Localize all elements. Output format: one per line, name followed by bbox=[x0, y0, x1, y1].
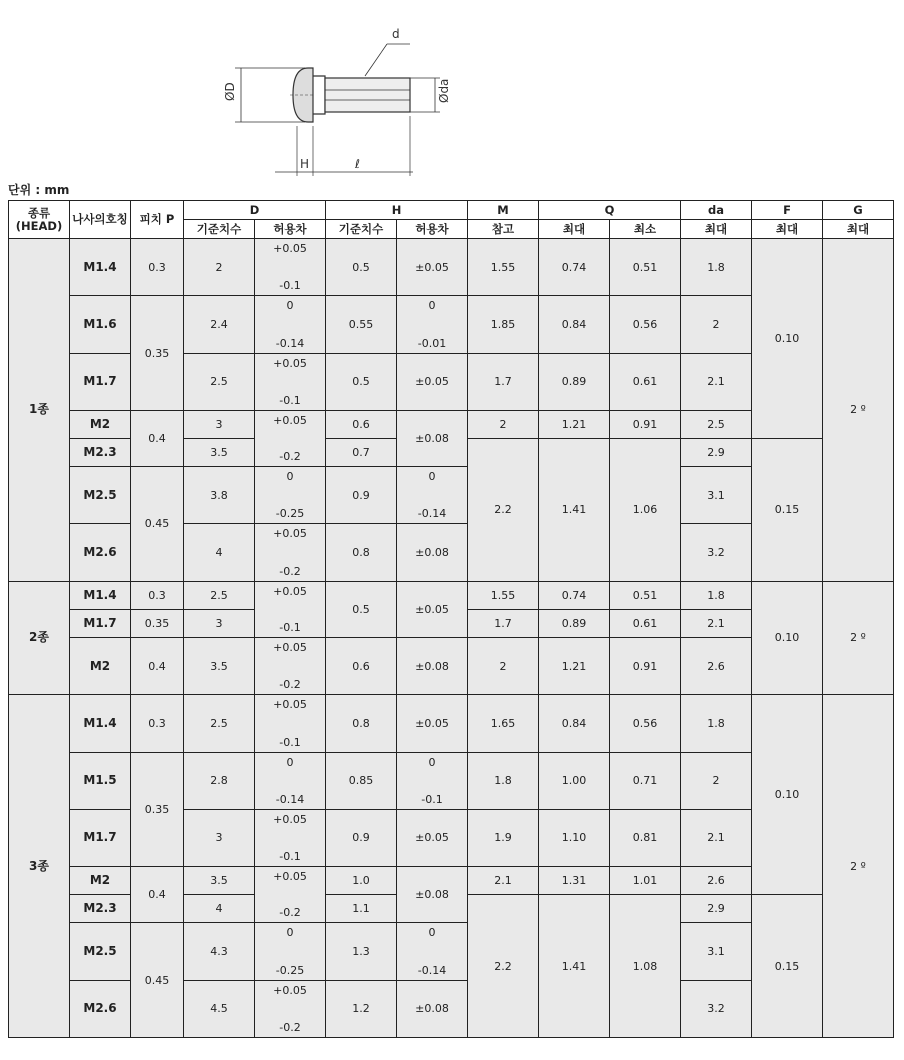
thread-cell: M1.6 bbox=[70, 296, 131, 353]
h-tol-cell: ±0.08 bbox=[397, 980, 468, 1037]
q-max-cell: 0.89 bbox=[539, 609, 610, 637]
tol-upper: +0.05 bbox=[273, 870, 307, 884]
da-cell: 3.2 bbox=[681, 980, 752, 1037]
tol-lower: -0.14 bbox=[275, 336, 305, 350]
f-cell: 0.15 bbox=[752, 895, 823, 1038]
h-tol-cell bbox=[397, 923, 468, 980]
h-tol-cell: ±0.05 bbox=[397, 695, 468, 752]
tol-upper: 0 bbox=[286, 470, 294, 484]
q-min-cell: 0.51 bbox=[610, 239, 681, 296]
table-row bbox=[9, 239, 894, 296]
m-cell: 1.85 bbox=[468, 296, 539, 353]
tol-lower: -0.25 bbox=[275, 507, 305, 521]
q-max-cell: 1.21 bbox=[539, 637, 610, 694]
pitch-cell: 0.3 bbox=[131, 239, 184, 296]
tol-upper: +0.05 bbox=[273, 983, 307, 997]
tol-upper: +0.05 bbox=[273, 812, 307, 826]
tol-lower: -0.25 bbox=[275, 963, 305, 977]
q-max-cell: 1.41 bbox=[539, 895, 610, 1038]
d-tol-cell bbox=[255, 637, 326, 694]
tol-upper: 0 bbox=[428, 470, 436, 484]
h-tol-cell bbox=[397, 752, 468, 809]
h-tol-cell: ±0.08 bbox=[397, 637, 468, 694]
h-basic-cell: 0.6 bbox=[326, 637, 397, 694]
h-tol-cell: ±0.08 bbox=[397, 410, 468, 466]
tol-upper: +0.05 bbox=[273, 698, 307, 712]
thread-cell: M2 bbox=[70, 867, 131, 895]
table-row bbox=[9, 695, 894, 752]
tol-lower: -0.1 bbox=[279, 620, 301, 634]
q-max-cell: 1.00 bbox=[539, 752, 610, 809]
q-min-cell: 0.56 bbox=[610, 695, 681, 752]
header-F-max: 최대 bbox=[752, 220, 823, 239]
rivet-drawing bbox=[205, 18, 465, 186]
d-tol-cell bbox=[255, 695, 326, 752]
drawing-label-d: d bbox=[392, 27, 400, 41]
header-H: H bbox=[326, 201, 468, 220]
q-min-cell: 0.51 bbox=[610, 581, 681, 609]
da-cell: 3.1 bbox=[681, 923, 752, 980]
header-M-ref: 참고 bbox=[468, 220, 539, 239]
q-min-cell: 0.56 bbox=[610, 296, 681, 353]
f-cell: 0.10 bbox=[752, 581, 823, 695]
m-cell: 1.7 bbox=[468, 609, 539, 637]
h-basic-cell: 1.1 bbox=[326, 895, 397, 923]
d-tol-cell bbox=[255, 923, 326, 980]
da-cell: 2.1 bbox=[681, 809, 752, 866]
d-basic-cell: 3 bbox=[184, 609, 255, 637]
h-basic-cell: 0.5 bbox=[326, 239, 397, 296]
tol-upper: 0 bbox=[286, 926, 294, 940]
q-min-cell: 0.81 bbox=[610, 809, 681, 866]
g-cell: 2 º bbox=[823, 581, 894, 695]
h-basic-cell: 0.8 bbox=[326, 524, 397, 581]
header-da: da bbox=[681, 201, 752, 220]
d-basic-cell: 2 bbox=[184, 239, 255, 296]
pitch-cell: 0.35 bbox=[131, 609, 184, 637]
q-max-cell: 1.31 bbox=[539, 867, 610, 895]
da-cell: 3.1 bbox=[681, 467, 752, 524]
g-cell: 2 º bbox=[823, 239, 894, 582]
q-min-cell: 0.61 bbox=[610, 609, 681, 637]
d-tol-cell bbox=[255, 752, 326, 809]
tol-upper: +0.05 bbox=[273, 584, 307, 598]
header-Q-max: 최대 bbox=[539, 220, 610, 239]
h-basic-cell: 0.9 bbox=[326, 809, 397, 866]
da-cell: 2.6 bbox=[681, 867, 752, 895]
tol-lower: -0.1 bbox=[279, 279, 301, 293]
q-min-cell: 0.91 bbox=[610, 637, 681, 694]
header-F: F bbox=[752, 201, 823, 220]
q-max-cell: 1.21 bbox=[539, 410, 610, 438]
m-cell: 2.2 bbox=[468, 438, 539, 581]
d-tol-cell bbox=[255, 980, 326, 1037]
h-basic-cell: 0.55 bbox=[326, 296, 397, 353]
da-cell: 2 bbox=[681, 296, 752, 353]
h-tol-cell: ±0.05 bbox=[397, 581, 468, 637]
thread-cell: M2 bbox=[70, 410, 131, 438]
pitch-cell: 0.4 bbox=[131, 867, 184, 923]
m-cell: 1.8 bbox=[468, 752, 539, 809]
da-cell: 2 bbox=[681, 752, 752, 809]
thread-cell: M1.7 bbox=[70, 609, 131, 637]
tol-lower: -0.14 bbox=[275, 792, 305, 806]
h-tol-cell bbox=[397, 296, 468, 353]
spec-table bbox=[8, 200, 894, 1038]
q-min-cell: 0.61 bbox=[610, 353, 681, 410]
h-basic-cell: 0.5 bbox=[326, 353, 397, 410]
thread-cell: M2.5 bbox=[70, 923, 131, 980]
header-pitch: 피치 P bbox=[131, 201, 184, 239]
q-min-cell: 1.01 bbox=[610, 867, 681, 895]
pitch-cell: 0.4 bbox=[131, 637, 184, 694]
d-tol-cell bbox=[255, 809, 326, 866]
da-cell: 1.8 bbox=[681, 695, 752, 752]
d-basic-cell: 3.5 bbox=[184, 867, 255, 895]
thread-cell: M2.3 bbox=[70, 895, 131, 923]
tol-upper: 0 bbox=[428, 755, 436, 769]
da-cell: 3.2 bbox=[681, 524, 752, 581]
d-basic-cell: 2.4 bbox=[184, 296, 255, 353]
h-basic-cell: 0.85 bbox=[326, 752, 397, 809]
h-tol-cell: ±0.08 bbox=[397, 524, 468, 581]
thread-cell: M2.6 bbox=[70, 980, 131, 1037]
d-tol-cell bbox=[255, 410, 326, 466]
h-tol-cell: ±0.05 bbox=[397, 239, 468, 296]
m-cell: 2 bbox=[468, 410, 539, 438]
pitch-cell: 0.4 bbox=[131, 410, 184, 466]
tol-lower: -0.01 bbox=[417, 336, 447, 350]
tol-upper: 0 bbox=[286, 755, 294, 769]
header-thread: 나사의호칭 bbox=[70, 201, 131, 239]
d-tol-cell bbox=[255, 239, 326, 296]
d-basic-cell: 4.5 bbox=[184, 980, 255, 1037]
tol-lower: -0.2 bbox=[279, 906, 301, 920]
d-basic-cell: 4 bbox=[184, 524, 255, 581]
tol-upper: +0.05 bbox=[273, 640, 307, 654]
da-cell: 2.1 bbox=[681, 353, 752, 410]
d-basic-cell: 4 bbox=[184, 895, 255, 923]
tol-lower: -0.2 bbox=[279, 450, 301, 464]
thread-cell: M2.5 bbox=[70, 467, 131, 524]
d-basic-cell: 3 bbox=[184, 809, 255, 866]
header-Q-min: 최소 bbox=[610, 220, 681, 239]
tol-upper: +0.05 bbox=[273, 242, 307, 255]
tol-upper: +0.05 bbox=[273, 356, 307, 370]
h-basic-cell: 0.9 bbox=[326, 467, 397, 524]
q-max-cell: 0.74 bbox=[539, 239, 610, 296]
h-basic-cell: 1.3 bbox=[326, 923, 397, 980]
m-cell: 2.2 bbox=[468, 895, 539, 1038]
tol-lower: -0.1 bbox=[279, 850, 301, 864]
h-basic-cell: 0.8 bbox=[326, 695, 397, 752]
h-basic-cell: 0.6 bbox=[326, 410, 397, 438]
thread-cell: M1.5 bbox=[70, 752, 131, 809]
type-cell: 1종 bbox=[9, 239, 70, 582]
h-tol-cell: ±0.05 bbox=[397, 809, 468, 866]
thread-cell: M1.4 bbox=[70, 695, 131, 752]
d-tol-cell bbox=[255, 296, 326, 353]
q-max-cell: 0.74 bbox=[539, 581, 610, 609]
header-H-tol: 허용차 bbox=[397, 220, 468, 239]
da-cell: 2.1 bbox=[681, 609, 752, 637]
header-M: M bbox=[468, 201, 539, 220]
tol-upper: +0.05 bbox=[273, 413, 307, 427]
tol-lower: -0.14 bbox=[417, 963, 447, 977]
q-max-cell: 1.10 bbox=[539, 809, 610, 866]
d-basic-cell: 3.5 bbox=[184, 438, 255, 466]
header-D-basic: 기준치수 bbox=[184, 220, 255, 239]
tol-lower: -0.2 bbox=[279, 1021, 301, 1034]
d-basic-cell: 2.8 bbox=[184, 752, 255, 809]
da-cell: 2.5 bbox=[681, 410, 752, 438]
pitch-cell: 0.3 bbox=[131, 581, 184, 609]
pitch-cell: 0.45 bbox=[131, 923, 184, 1038]
q-min-cell: 0.91 bbox=[610, 410, 681, 438]
type-cell: 2종 bbox=[9, 581, 70, 695]
drawing-label-H: H bbox=[300, 157, 310, 171]
da-cell: 1.8 bbox=[681, 239, 752, 296]
header-G-max: 최대 bbox=[823, 220, 894, 239]
tol-lower: -0.1 bbox=[421, 792, 443, 806]
header-G: G bbox=[823, 201, 894, 220]
header-da-max: 최대 bbox=[681, 220, 752, 239]
tol-lower: -0.1 bbox=[279, 735, 301, 749]
tol-upper: 0 bbox=[428, 926, 436, 940]
q-max-cell: 0.84 bbox=[539, 695, 610, 752]
d-basic-cell: 2.5 bbox=[184, 695, 255, 752]
h-basic-cell: 1.2 bbox=[326, 980, 397, 1037]
pitch-cell: 0.45 bbox=[131, 467, 184, 582]
m-cell: 2 bbox=[468, 637, 539, 694]
thread-cell: M1.4 bbox=[70, 581, 131, 609]
d-basic-cell: 3.5 bbox=[184, 637, 255, 694]
m-cell: 1.65 bbox=[468, 695, 539, 752]
q-max-cell: 1.41 bbox=[539, 438, 610, 581]
thread-cell: M2 bbox=[70, 637, 131, 694]
m-cell: 1.9 bbox=[468, 809, 539, 866]
g-cell: 2 º bbox=[823, 695, 894, 1038]
d-basic-cell: 3.8 bbox=[184, 467, 255, 524]
d-basic-cell: 2.5 bbox=[184, 353, 255, 410]
f-cell: 0.10 bbox=[752, 695, 823, 895]
f-cell: 0.15 bbox=[752, 438, 823, 581]
d-basic-cell: 2.5 bbox=[184, 581, 255, 609]
tol-lower: -0.1 bbox=[279, 393, 301, 407]
q-min-cell: 0.71 bbox=[610, 752, 681, 809]
q-max-cell: 0.84 bbox=[539, 296, 610, 353]
d-tol-cell bbox=[255, 524, 326, 581]
header-D: D bbox=[184, 201, 326, 220]
thread-cell: M1.7 bbox=[70, 353, 131, 410]
d-tol-cell bbox=[255, 467, 326, 524]
tol-upper: 0 bbox=[286, 299, 294, 313]
da-cell: 2.6 bbox=[681, 637, 752, 694]
d-tol-cell bbox=[255, 581, 326, 637]
h-basic-cell: 0.5 bbox=[326, 581, 397, 637]
m-cell: 2.1 bbox=[468, 867, 539, 895]
unit-label: 단위 : mm bbox=[8, 183, 70, 197]
tol-upper: +0.05 bbox=[273, 527, 307, 541]
d-basic-cell: 3 bbox=[184, 410, 255, 438]
drawing-label-da: Øda bbox=[437, 78, 451, 103]
da-cell: 2.9 bbox=[681, 438, 752, 466]
h-basic-cell: 1.0 bbox=[326, 867, 397, 895]
pitch-cell: 0.35 bbox=[131, 296, 184, 411]
header-type: 종류 (HEAD) bbox=[9, 201, 70, 239]
pitch-cell: 0.3 bbox=[131, 695, 184, 752]
da-cell: 2.9 bbox=[681, 895, 752, 923]
thread-cell: M1.7 bbox=[70, 809, 131, 866]
tol-upper: 0 bbox=[428, 299, 436, 313]
header-H-basic: 기준치수 bbox=[326, 220, 397, 239]
pitch-cell: 0.35 bbox=[131, 752, 184, 867]
thread-cell: M2.6 bbox=[70, 524, 131, 581]
h-tol-cell: ±0.05 bbox=[397, 353, 468, 410]
table-row bbox=[9, 581, 894, 609]
m-cell: 1.7 bbox=[468, 353, 539, 410]
tol-lower: -0.2 bbox=[279, 678, 301, 692]
q-max-cell: 0.89 bbox=[539, 353, 610, 410]
f-cell: 0.10 bbox=[752, 239, 823, 439]
q-min-cell: 1.08 bbox=[610, 895, 681, 1038]
h-tol-cell: ±0.08 bbox=[397, 867, 468, 923]
header-D-tol: 허용차 bbox=[255, 220, 326, 239]
type-cell: 3종 bbox=[9, 695, 70, 1038]
drawing-label-l: ℓ bbox=[355, 157, 360, 171]
q-min-cell: 1.06 bbox=[610, 438, 681, 581]
tol-lower: -0.2 bbox=[279, 564, 301, 578]
thread-cell: M2.3 bbox=[70, 438, 131, 466]
tol-lower: -0.14 bbox=[417, 507, 447, 521]
d-tol-cell bbox=[255, 353, 326, 410]
m-cell: 1.55 bbox=[468, 581, 539, 609]
drawing-label-D: ØD bbox=[223, 82, 237, 101]
d-tol-cell bbox=[255, 867, 326, 923]
d-basic-cell: 4.3 bbox=[184, 923, 255, 980]
h-tol-cell bbox=[397, 467, 468, 524]
m-cell: 1.55 bbox=[468, 239, 539, 296]
header-Q: Q bbox=[539, 201, 681, 220]
thread-cell: M1.4 bbox=[70, 239, 131, 296]
h-basic-cell: 0.7 bbox=[326, 438, 397, 466]
da-cell: 1.8 bbox=[681, 581, 752, 609]
